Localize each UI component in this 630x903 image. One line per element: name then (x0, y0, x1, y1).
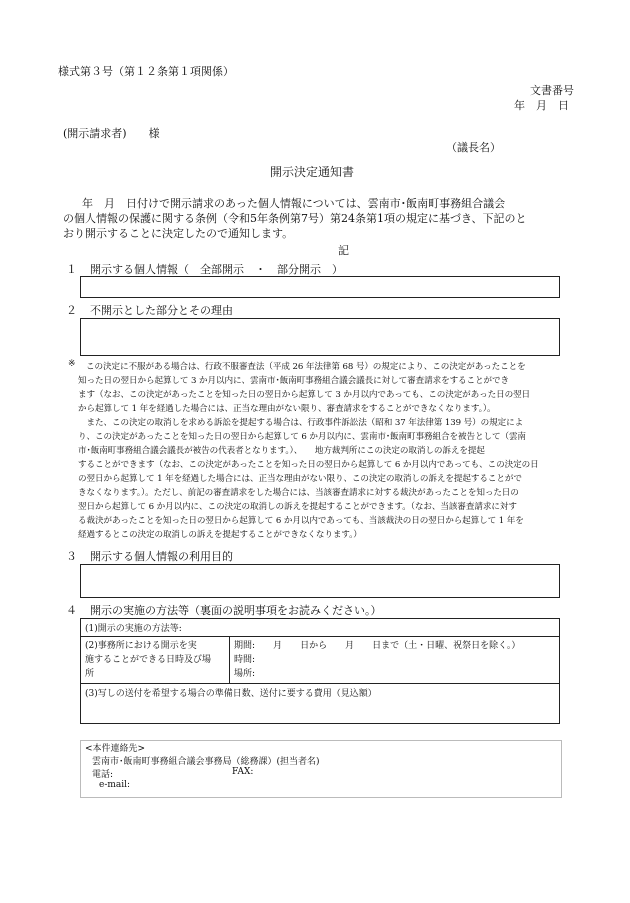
note-line: 経過するとこの決定の取消しの訴えを提起することができなくなります。） (78, 530, 362, 540)
disclosure-method-table (80, 618, 560, 724)
requester-label: (開示請求者) 様 (63, 127, 160, 140)
period-label: 期間: (234, 641, 256, 651)
note-line: ます（なお、この決定があったことを知った日の翌日から起算して 3 か月以内であっても、この決定があった日の翌日 (78, 390, 531, 400)
note-line: 市･飯南町事務組合議会議長が被告の代表者となります。）、 地方裁判所にこの決定の取消しの訴えを提起 (78, 446, 485, 456)
contact-office: 雲南市･飯南町事務組合議会事務局（総務課）(担当者名) (92, 757, 320, 767)
section-2-field[interactable] (80, 318, 560, 356)
section-3-number: ３ (66, 550, 77, 563)
section-1-number: １ (66, 263, 77, 276)
contact-tel-label: 電話: (92, 770, 114, 780)
office-disclosure-label: 所 (85, 669, 95, 679)
chair-name-label: （議長名） (446, 141, 501, 154)
copy-delivery-row[interactable] (81, 684, 560, 724)
section-4-label: 開示の実施の方法等（裏面の説明事項をお読みください。） (90, 604, 382, 617)
note-line: の翌日から起算して 1 年を経過した場合には、正当な理由がない限り、この決定の取消しの訴えを提起することがで (78, 474, 522, 484)
note-line: 翌日から起算して 6 か月以内に、この決定の取消しの訴えを提起することができます。（なお、当該審査請求に対す (78, 502, 517, 512)
contact-box (80, 740, 562, 798)
contact-email-label: e-mail: (99, 780, 131, 790)
method-label: (1)開示の実施の方法等: (85, 624, 182, 634)
intro-line-1: 年 月 日付けで開示請求のあった個人情報については、雲南市･飯南町事務組合議会 (82, 197, 506, 210)
section-1-label: 開示する個人情報（ 全部開示 ・ 部分開示 ） (90, 263, 343, 276)
note-line: る裁決があったことを知った日の翌日から起算して 6 か月以内であっても、当該裁決の日の翌日から起算して 1 年を (78, 516, 524, 526)
form-number: 様式第３号（第１２条第１項関係） (58, 65, 234, 78)
date-label: 年 月 日 (514, 99, 569, 112)
ki-label: 記 (338, 244, 349, 257)
office-disclosure-values-cell[interactable] (230, 637, 560, 684)
section-2-label: 不開示とした部分とその理由 (90, 304, 233, 317)
document-number-label: 文書番号 (530, 84, 574, 97)
section-4-number: ４ (66, 604, 77, 617)
section-3-field[interactable] (80, 564, 560, 598)
period-value: 月 日から 月 日まで（土・日曜、祝祭日を除く。） (273, 641, 521, 651)
time-label: 時間: (234, 655, 256, 665)
section-2-number: ２ (66, 304, 77, 317)
section-1-field[interactable] (80, 276, 560, 298)
section-3-label: 開示する個人情報の利用目的 (90, 550, 233, 563)
note-line: 知った日の翌日から起算して 3 か月以内に、雲南市･飯南町事務組合議会議長に対して審査請求をすることができ (78, 376, 510, 386)
page-title: 開示決定通知書 (270, 165, 355, 179)
place-label: 場所: (234, 669, 256, 679)
office-disclosure-label: 施することができる日時及び場 (85, 655, 212, 665)
note-line: きなくなります。）。ただし、前記の審査請求をした場合には、当該審査請求に対する裁決があったことを知った日の (78, 488, 519, 498)
method-row[interactable] (81, 619, 560, 637)
note-line: り、この決定があったことを知った日の翌日から起算して 6 か月以内に、雲南市･飯南町事務組合を被告として（雲南 (78, 432, 526, 442)
intro-line-2: の個人情報の保護に関する条例（令和5年条例第7号）第24条第1項の規定に基づき、下記のと (63, 212, 527, 225)
note-line: することができます（なお、この決定があったことを知った日の翌日から起算して 6 か月以内であっても、この決定の日 (78, 460, 539, 470)
intro-line-3: おり開示することに決定したので通知します。 (63, 227, 294, 240)
note-line: この決定に不服がある場合は、行政不服審査法（平成 26 年法律第 68 号）の規定により、この決定があったことを (86, 362, 526, 372)
copy-delivery-label: (3)写しの送付を希望する場合の準備日数、送付に要する費用（見込額） (85, 689, 377, 699)
contact-heading: <本件連絡先> (85, 744, 146, 754)
note-line: また、この決定の取消しを求める訴訟を提起する場合は、行政事件訴訟法（昭和 37 年法律第 139 号）の規定によ (78, 418, 524, 428)
office-disclosure-label: (2)事務所における開示を実 (85, 641, 197, 651)
office-disclosure-label-cell (81, 637, 230, 684)
note-mark: ※ (68, 359, 76, 369)
contact-fax-label: FAX: (232, 767, 254, 777)
note-line: から起算して 1 年を経過した場合には、正当な理由がない限り、審査請求をすることができなくなります。）。 (78, 404, 496, 414)
